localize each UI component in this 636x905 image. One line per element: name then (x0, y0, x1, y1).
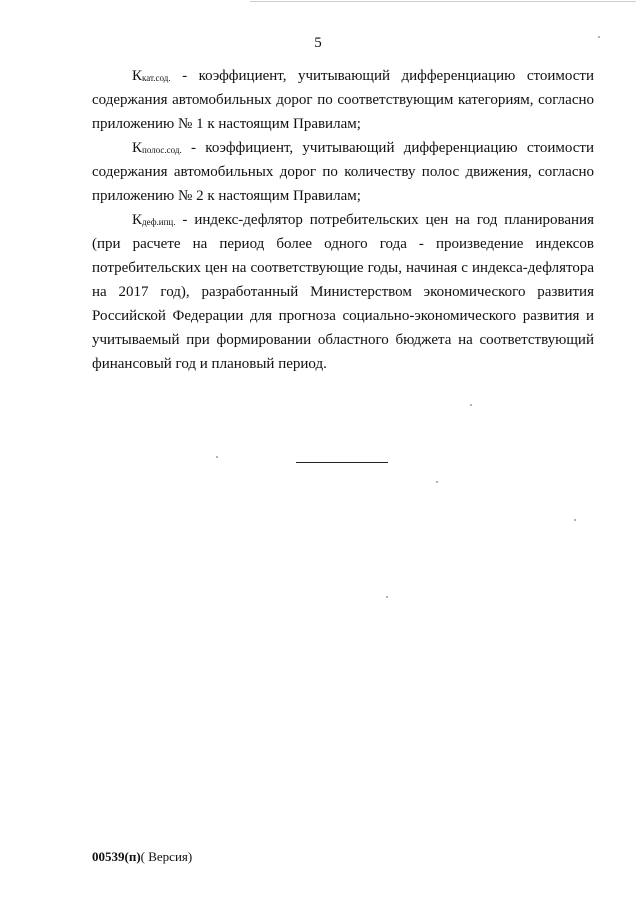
definition-paragraph (92, 136, 594, 208)
coefficient-symbol: К (132, 140, 143, 156)
definition-text: - коэффициент, учитывающий дифференциацию стоимости содержания автомобильных дорог по соответствующим категориям, согласно приложению № 1 к настоящим Правилам; (92, 68, 595, 132)
section-separator (296, 462, 388, 463)
document-footer (92, 849, 192, 865)
page-number: 5 (314, 35, 322, 51)
scan-speck (386, 596, 388, 598)
scan-speck (470, 404, 472, 406)
definition-paragraph (92, 208, 594, 376)
document-version: ( Версия) (140, 849, 193, 864)
document-code: 00539(п) (92, 849, 141, 864)
coefficient-subscript: кат.сод. (142, 73, 171, 83)
document-body (92, 64, 594, 376)
scan-speck (216, 456, 218, 458)
coefficient-symbol: К (132, 68, 143, 84)
definition-paragraph (92, 64, 594, 136)
coefficient-subscript: деф.ипц. (142, 217, 176, 227)
scan-speck (436, 481, 438, 483)
scan-edge-line (250, 1, 636, 2)
scan-speck (574, 519, 576, 521)
coefficient-subscript: полос.сод. (142, 145, 182, 155)
definition-text: - коэффициент, учитывающий дифференциацию стоимости содержания автомобильных дорог по количеству полос движения, согласно приложению № 2 к настоящим Правилам; (92, 140, 595, 204)
definition-text: - индекс-дефлятор потребительских цен на год планирования (при расчете на период более одного года - произведение индексов потребительских цен на соответствующие годы, начиная с индекса-дефлятора на 2017 год), разработанный Министерством экономического развития Российской Федерации для прогноза социально-экономического развития и учитываемый при формировании областного бюджета на соответствующий финансовый год и плановый период. (92, 212, 594, 372)
scan-speck (598, 36, 600, 38)
coefficient-symbol: К (132, 212, 143, 228)
